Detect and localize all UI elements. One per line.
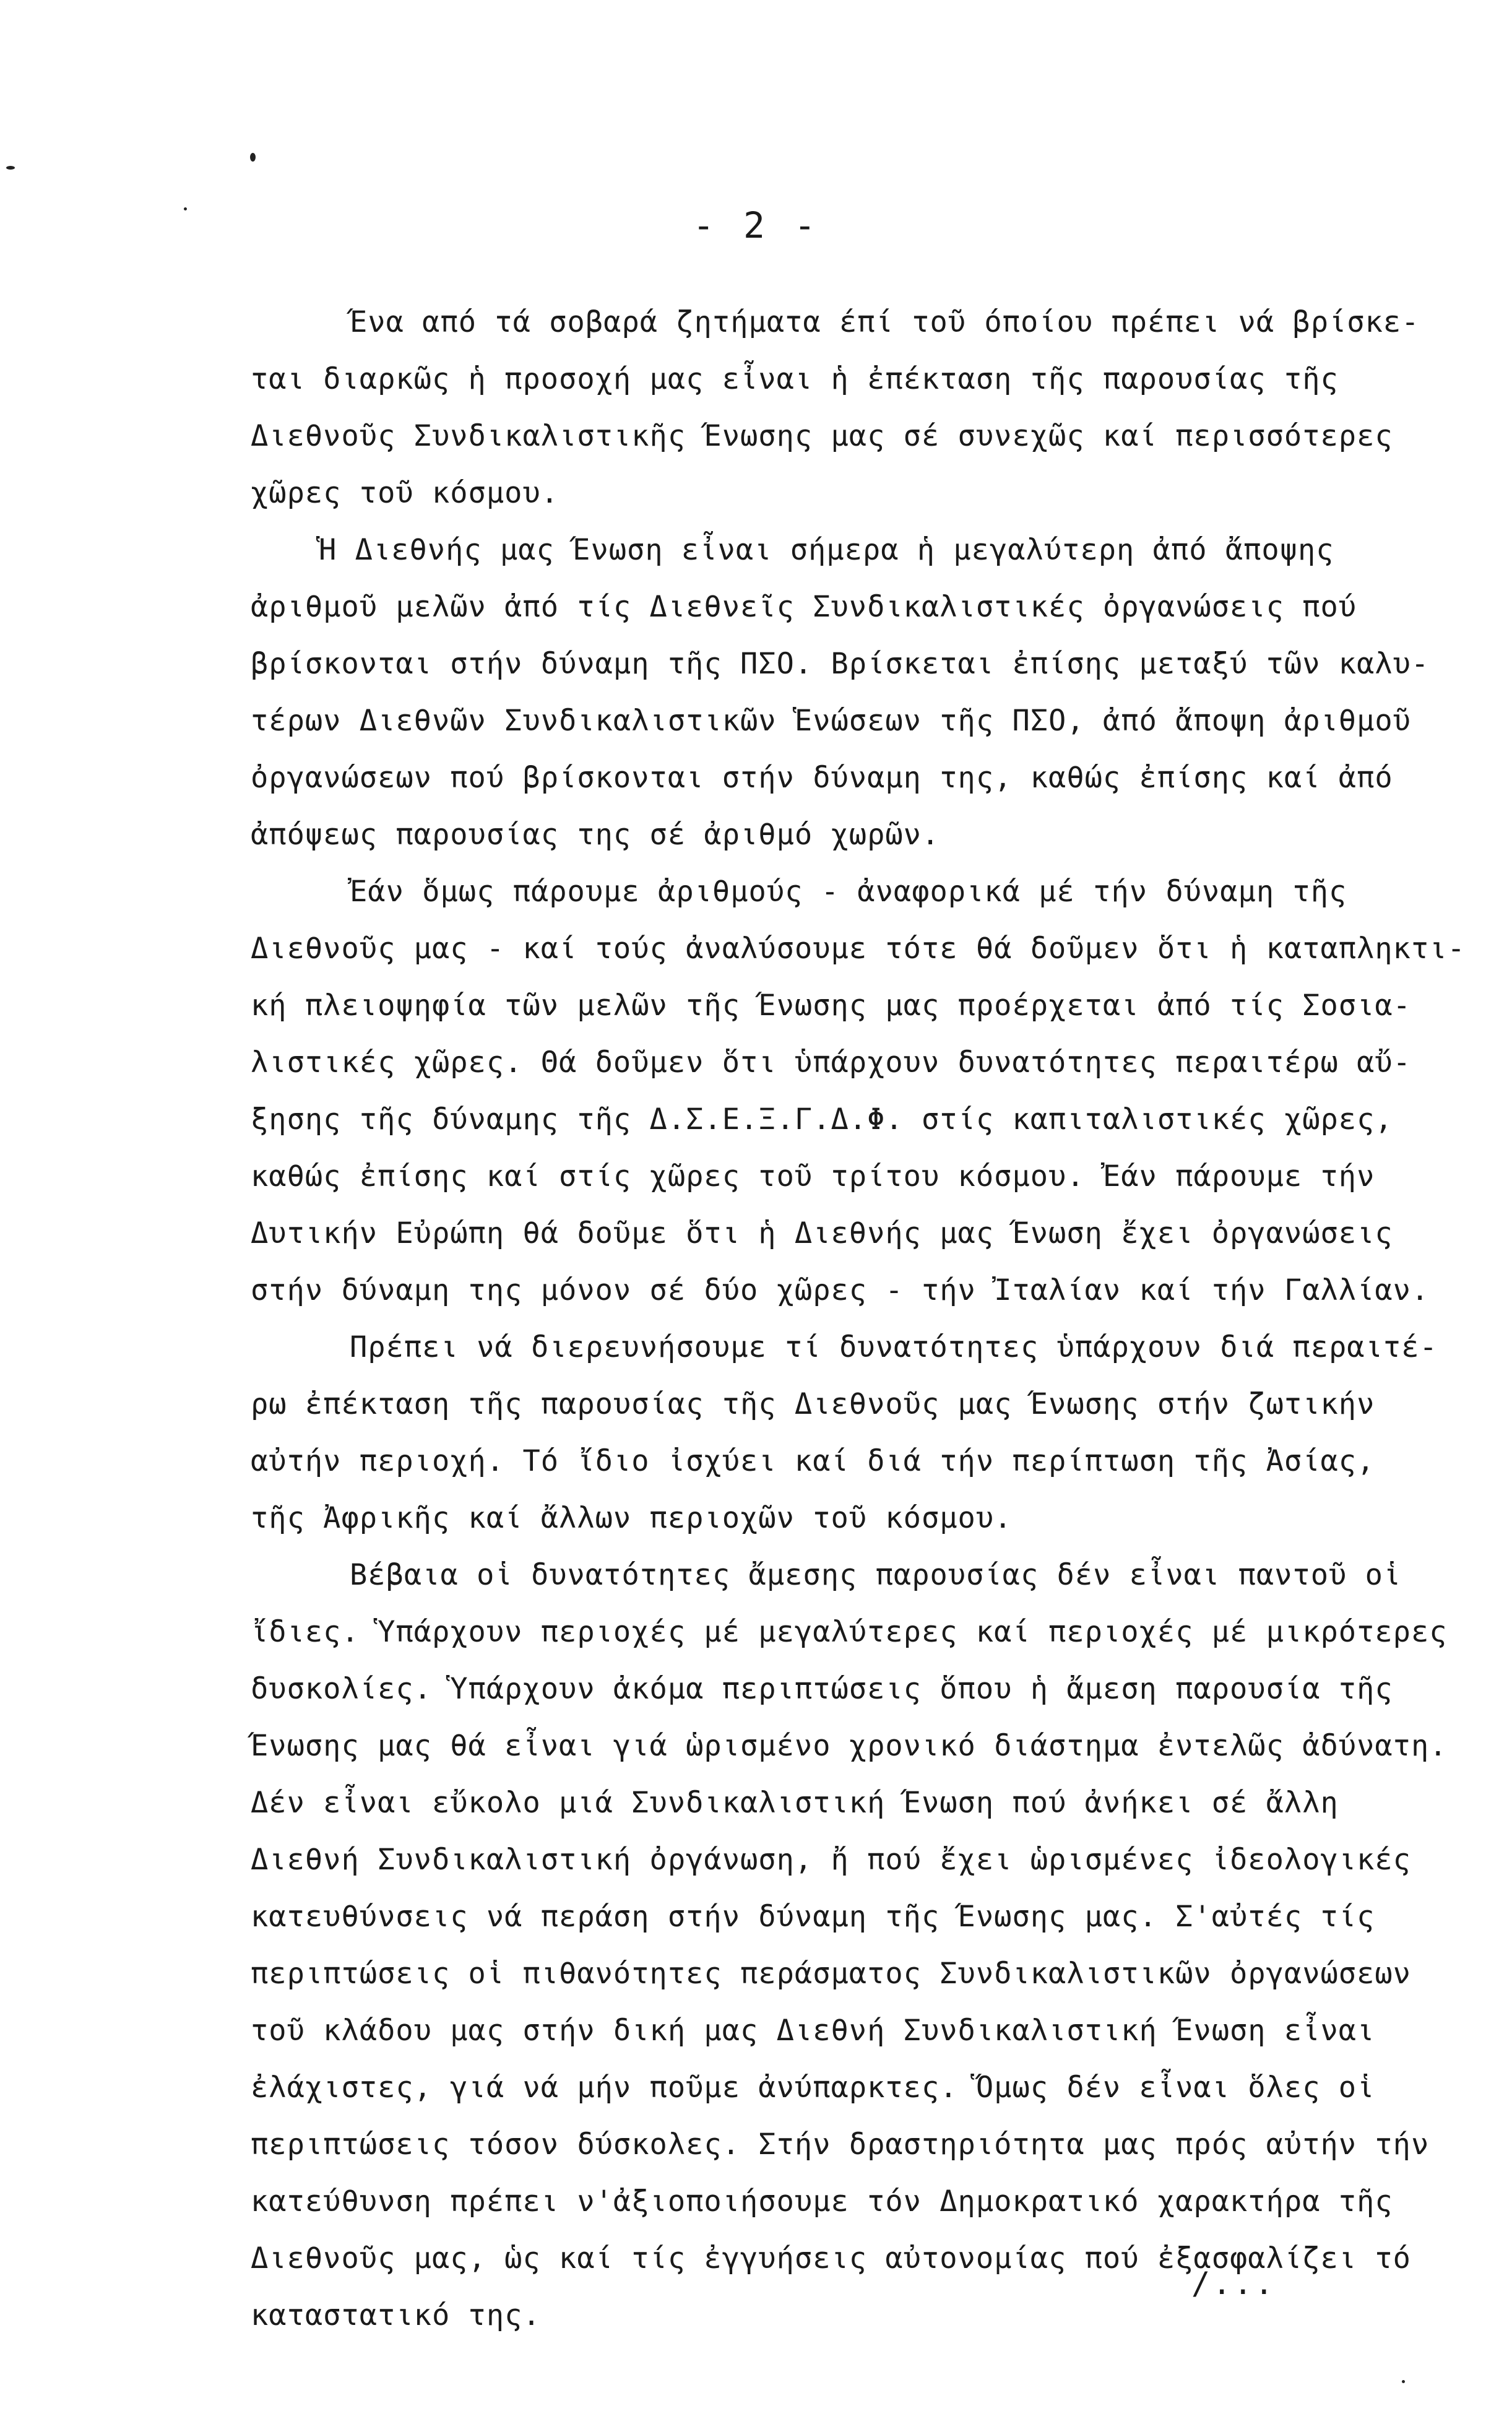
scan-speck	[6, 166, 15, 170]
continuation-mark: /...	[1191, 2266, 1276, 2301]
text-line: ται διαρκῶς ἡ προσοχή μας εἶναι ἡ ἐπέκταση τῆς παρουσίας τῆς	[251, 362, 1339, 396]
text-line: ξησης τῆς δύναμης τῆς Δ.Σ.Ε.Ξ.Γ.Δ.Φ. στίς καπιταλιστικές χῶρες,	[251, 1102, 1393, 1136]
text-line: Ἡ Διεθνής μας Ένωση εἶναι σήμερα ἡ μεγαλύτερη ἀπό ἄποψης	[319, 533, 1334, 567]
scan-speck	[250, 153, 256, 162]
text-line: Πρέπει νά διερευνήσουμε τί δυνατότητες ὑπάρχουν διά περαιτέ-	[350, 1330, 1438, 1364]
text-line: κή πλειοψηφία τῶν μελῶν τῆς Ένωσης μας προέρχεται ἀπό τίς Σοσια-	[251, 989, 1411, 1023]
text-line: ρω ἐπέκταση τῆς παρουσίας τῆς Διεθνοῦς μας Ένωσης στήν ζωτικήν	[251, 1387, 1375, 1421]
text-line: τοῦ κλάδου μας στήν δική μας Διεθνή Συνδικαλιστική Ένωση εἶναι	[251, 2014, 1375, 2048]
text-line: Ένα από τά σοβαρά ζητήματα έπί τοῦ όποίου πρέπει νά βρίσκε-	[350, 305, 1420, 339]
text-line: ἐλάχιστες, γιά νά μήν ποῦμε ἀνύπαρκτες. Ὅμως δέν εἶναι ὅλες οἱ	[251, 2071, 1375, 2105]
text-line: τῆς Ἀφρικῆς καί ἄλλων περιοχῶν τοῦ κόσμου.	[251, 1501, 1013, 1535]
text-line: Δέν εἶναι εὔκολο μιά Συνδικαλιστική Ένωση πού ἀνήκει σέ ἄλλη	[251, 1786, 1339, 1820]
text-line: κατευθύνσεις νά περάση στήν δύναμη τῆς Ένωσης μας. Σ'αὐτές τίς	[251, 1900, 1375, 1934]
text-line: τέρων Διεθνῶν Συνδικαλιστικῶν Ἑνώσεων τῆς ΠΣΟ, ἀπό ἄποψη ἀριθμοῦ	[251, 704, 1411, 738]
scan-speck	[1402, 2380, 1405, 2383]
text-line: Ἐάν ὅμως πάρουμε ἀριθμούς - ἀναφορικά μέ τήν δύναμη τῆς	[350, 875, 1347, 909]
text-line: καταστατικό της.	[251, 2298, 541, 2332]
text-line: Ένωσης μας θά εἶναι γιά ὡρισμένο χρονικό διάστημα ἐντελῶς ἀδύνατη.	[251, 1729, 1448, 1763]
page-number: - 2 -	[693, 204, 819, 246]
text-line: Δυτικήν Εὐρώπη θά δοῦμε ὅτι ἡ Διεθνής μας Ένωση ἔχει ὀργανώσεις	[251, 1216, 1393, 1250]
text-line: χῶρες τοῦ κόσμου.	[251, 476, 559, 510]
text-line: Διεθνοῦς Συνδικαλιστικῆς Ένωσης μας σέ συνεχῶς καί περισσότερες	[251, 419, 1393, 453]
text-line: στήν δύναμη της μόνον σέ δύο χῶρες - τήν Ἰταλίαν καί τήν Γαλλίαν.	[251, 1273, 1430, 1307]
document-body	[251, 294, 1482, 2344]
text-line: περιπτώσεις τόσον δύσκολες. Στήν δραστηριότητα μας πρός αὐτήν τήν	[251, 2127, 1430, 2162]
text-line: κατεύθυνση πρέπει ν'ἀξιοποιήσουμε τόν Δημοκρατικό χαρακτήρα τῆς	[251, 2184, 1393, 2218]
text-line: ἀριθμοῦ μελῶν ἀπό τίς Διεθνεῖς Συνδικαλιστικές ὀργανώσεις πού	[251, 590, 1357, 624]
text-line: λιστικές χῶρες. Θά δοῦμεν ὅτι ὑπάρχουν δυνατότητες περαιτέρω αὔ-	[251, 1045, 1411, 1080]
text-line: βρίσκονται στήν δύναμη τῆς ΠΣΟ. Βρίσκεται ἐπίσης μεταξύ τῶν καλυ-	[251, 647, 1430, 681]
text-line: Διεθνή Συνδικαλιστική ὀργάνωση, ἤ πού ἔχει ὡρισμένες ἰδεολογικές	[251, 1843, 1411, 1877]
text-line: ἴδιες. Ὑπάρχουν περιοχές μέ μεγαλύτερες καί περιοχές μέ μικρότερες	[251, 1615, 1448, 1649]
text-line: περιπτώσεις οἱ πιθανότητες περάσματος Συνδικαλιστικῶν ὀργανώσεων	[251, 1957, 1411, 1991]
text-line: ὀργανώσεων πού βρίσκονται στήν δύναμη της, καθώς ἐπίσης καί ἀπό	[251, 761, 1393, 795]
text-line: Διεθνοῦς μας, ὡς καί τίς ἐγγυήσεις αὐτονομίας πού ἐξασφαλίζει τό	[251, 2241, 1411, 2275]
text-line: Βέβαια οἱ δυνατότητες ἄμεσης παρουσίας δέν εἶναι παντοῦ οἱ	[350, 1558, 1402, 1592]
text-line: Διεθνοῦς μας - καί τούς ἀναλύσουμε τότε θά δοῦμεν ὅτι ἡ καταπληκτι-	[251, 932, 1466, 966]
text-line: δυσκολίες. Ὑπάρχουν ἀκόμα περιπτώσεις ὅπου ἡ ἄμεση παρουσία τῆς	[251, 1672, 1393, 1706]
text-line: ἀπόψεως παρουσίας της σέ ἀριθμό χωρῶν.	[251, 818, 940, 852]
text-line: καθώς ἐπίσης καί στίς χῶρες τοῦ τρίτου κόσμου. Ἐάν πάρουμε τήν	[251, 1159, 1375, 1193]
text-line: αὐτήν περιοχή. Τό ἴδιο ἰσχύει καί διά τήν περίπτωση τῆς Ἀσίας,	[251, 1444, 1375, 1478]
